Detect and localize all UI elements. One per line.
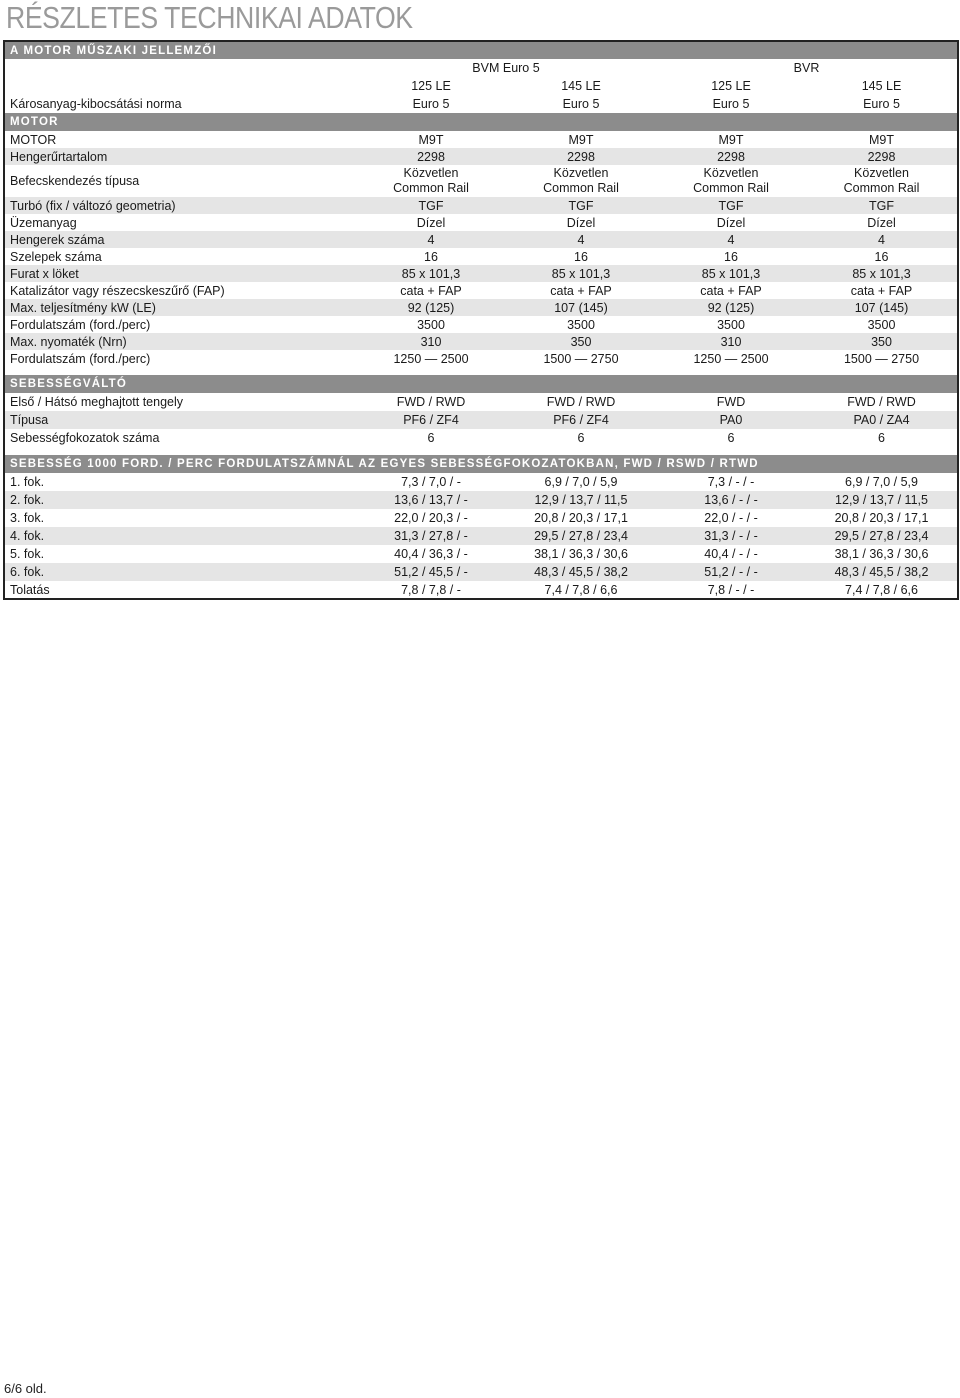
row-label: Üzemanyag [10, 215, 77, 230]
row-value: TGF [356, 197, 506, 214]
row-value: 2298 [356, 148, 506, 165]
column-header: 125 LE [711, 79, 751, 93]
row-label: Károsanyag-kibocsátási norma [10, 97, 182, 111]
section-motor [4, 113, 958, 131]
row-value: 16 [874, 249, 889, 264]
row-value: cata + FAP [550, 283, 612, 298]
row-value: Dízel [867, 215, 896, 230]
spacer-cell [4, 447, 958, 455]
row-value: 3500 [717, 317, 745, 332]
table-row [4, 214, 958, 231]
row-value: M9T [568, 132, 594, 147]
table-row [4, 411, 958, 429]
table-row [4, 473, 958, 491]
row-value: 40,4 / - / - [704, 547, 758, 561]
table-row [4, 545, 958, 563]
row-value: FWD / RWD [396, 395, 466, 409]
row-value: 85 x 101,3 [506, 265, 656, 282]
row-value: PA0 [656, 411, 806, 429]
row-value: 51,2 / - / - [656, 563, 806, 581]
row-value: 92 (125) [356, 299, 506, 316]
column-header: 145 LE [561, 79, 601, 93]
section-motor-features [4, 41, 958, 59]
value-line-1: Közvetlen [854, 166, 909, 180]
section-heading: A MOTOR MŰSZAKI JELLEMZŐI [4, 41, 958, 59]
value-line-2: Common Rail [543, 181, 619, 195]
spacer-row [4, 367, 958, 375]
column-header-row [4, 77, 958, 95]
section-gearbox [4, 375, 958, 393]
group-header-row [4, 59, 958, 77]
row-value: TGF [656, 197, 806, 214]
value-line-1: Közvetlen [703, 166, 759, 180]
row-value: M9T [418, 132, 444, 147]
table-row [4, 95, 958, 113]
spacer-cell [4, 367, 958, 375]
page-number: 6/6 old. [4, 1381, 47, 1396]
row-value: Dízel [566, 215, 596, 230]
row-value: 92 (125) [656, 299, 806, 316]
row-label: 3. fok. [10, 511, 45, 525]
row-value: TGF [506, 197, 656, 214]
row-value: 22,0 / - / - [704, 511, 758, 525]
row-value: M9T [869, 132, 894, 147]
row-label: Max. teljesítmény kW (LE) [4, 299, 356, 316]
row-value: 350 [506, 333, 656, 350]
row-value: 51,2 / 45,5 / - [356, 563, 506, 581]
row-value: 22,0 / 20,3 / - [394, 511, 468, 525]
table-row [4, 429, 958, 447]
row-value: 12,9 / 13,7 / 11,5 [506, 491, 656, 509]
row-value: 31,3 / - / - [656, 527, 806, 545]
table-row [4, 165, 958, 197]
section-heading: SEBESSÉG 1000 FORD. / PERC FORDULATSZÁMNÁL AZ EGYES SEBESSÉGFOKOZATOKBAN, FWD / RSWD / RTWD [4, 455, 958, 473]
table-row [4, 316, 958, 333]
table-row [4, 299, 958, 316]
row-value: 6 [878, 431, 885, 445]
row-value: 7,8 / - / - [707, 582, 755, 597]
row-label: Fordulatszám (ford./perc) [10, 317, 151, 332]
row-value: 16 [724, 249, 738, 264]
row-label: Furat x löket [4, 265, 356, 282]
row-value: PA0 / ZA4 [806, 411, 958, 429]
empty-cell [4, 77, 356, 95]
row-value: 7,3 / - / - [707, 475, 755, 489]
row-value: 6,9 / 7,0 / 5,9 [845, 475, 918, 489]
row-value: 3500 [567, 317, 595, 332]
row-value: 2298 [506, 148, 656, 165]
row-value: 38,1 / 36,3 / 30,6 [834, 547, 929, 561]
row-value: 48,3 / 45,5 / 38,2 [506, 563, 656, 581]
row-value: cata + FAP [850, 283, 913, 298]
table-row [4, 197, 958, 214]
row-value: 1250 — 2500 [393, 351, 469, 366]
row-value: 2298 [806, 148, 958, 165]
row-value: FWD / RWD [546, 395, 616, 409]
row-value: 13,6 / - / - [656, 491, 806, 509]
row-label: Sebességfokozatok száma [10, 431, 160, 445]
row-value [806, 165, 958, 197]
spec-table [3, 40, 959, 600]
row-label: Szelepek száma [10, 249, 102, 264]
row-value: 6 [427, 431, 435, 445]
table-row [4, 265, 958, 282]
column-header: 145 LE [861, 79, 902, 93]
table-row [4, 393, 958, 411]
row-value: 6 [577, 431, 585, 445]
row-label: Típusa [4, 411, 356, 429]
table-row [4, 350, 958, 367]
row-value: Euro 5 [863, 97, 900, 111]
row-value: Euro 5 [412, 97, 450, 111]
row-value: 31,3 / 27,8 / - [356, 527, 506, 545]
row-value: Dízel [716, 215, 746, 230]
row-value: 48,3 / 45,5 / 38,2 [806, 563, 958, 581]
row-value [656, 165, 806, 197]
table-row [4, 563, 958, 581]
table-row [4, 248, 958, 265]
row-value: 4 [506, 231, 656, 248]
row-label: MOTOR [10, 132, 57, 147]
row-value: 85 x 101,3 [806, 265, 958, 282]
table-row [4, 491, 958, 509]
row-value [506, 165, 656, 197]
table-row [4, 231, 958, 248]
table-row [4, 581, 958, 599]
row-value: 107 (145) [806, 299, 958, 316]
row-label: 5. fok. [10, 547, 45, 561]
row-value: 6,9 / 7,0 / 5,9 [544, 475, 618, 489]
row-value: 16 [574, 249, 588, 264]
row-value: Dízel [416, 215, 446, 230]
row-value [356, 165, 506, 197]
section-heading: MOTOR [4, 113, 958, 131]
row-label: Hengerek száma [4, 231, 356, 248]
row-value: 4 [356, 231, 506, 248]
row-label: 1. fok. [10, 475, 45, 489]
table-row [4, 333, 958, 350]
row-label: Első / Hátsó meghajtott tengely [10, 395, 184, 409]
row-value: 3500 [417, 317, 445, 332]
row-value: 350 [806, 333, 958, 350]
group-bvm: BVM Euro 5 [472, 61, 540, 75]
column-header: 125 LE [411, 79, 451, 93]
row-value: 29,5 / 27,8 / 23,4 [506, 527, 656, 545]
row-value: 20,8 / 20,3 / 17,1 [834, 511, 929, 525]
row-value: 20,8 / 20,3 / 17,1 [534, 511, 628, 525]
row-value: 38,1 / 36,3 / 30,6 [534, 547, 628, 561]
row-value: 4 [656, 231, 806, 248]
row-value: cata + FAP [400, 283, 462, 298]
page-title: RÉSZLETES TECHNIKAI ADATOK [6, 0, 413, 35]
row-value: TGF [806, 197, 958, 214]
value-line-2: Common Rail [693, 181, 769, 195]
spacer-row [4, 447, 958, 455]
row-value: 4 [806, 231, 958, 248]
row-value: 3500 [867, 317, 896, 332]
row-value: 12,9 / 13,7 / 11,5 [806, 491, 958, 509]
row-value: FWD [716, 395, 746, 409]
group-bvr: BVR [793, 61, 820, 75]
value-line-2: Common Rail [843, 181, 920, 195]
table-row [4, 509, 958, 527]
row-label: 4. fok. [4, 527, 356, 545]
row-value: 29,5 / 27,8 / 23,4 [806, 527, 958, 545]
row-value: 6 [727, 431, 735, 445]
empty-cell [4, 59, 356, 77]
row-label: Befecskendezés típusa [10, 173, 140, 188]
row-label: Tolatás [10, 582, 50, 597]
row-value: 7,4 / 7,8 / 6,6 [845, 582, 918, 597]
row-label: Katalizátor vagy részecskeszűrő (FAP) [10, 283, 225, 298]
table-row [4, 131, 958, 148]
row-value: 2298 [656, 148, 806, 165]
row-value: 310 [656, 333, 806, 350]
row-value: 40,4 / 36,3 / - [394, 547, 468, 561]
row-value: Euro 5 [562, 97, 600, 111]
row-value: FWD / RWD [847, 395, 916, 409]
value-line-1: Közvetlen [553, 166, 609, 180]
section-speed [4, 455, 958, 473]
row-value: PF6 / ZF4 [356, 411, 506, 429]
row-label: Hengerűrtartalom [4, 148, 356, 165]
row-label: 2. fok. [4, 491, 356, 509]
row-value: 13,6 / 13,7 / - [356, 491, 506, 509]
row-label: Fordulatszám (ford./perc) [10, 351, 151, 366]
row-value: 85 x 101,3 [656, 265, 806, 282]
row-value: PF6 / ZF4 [506, 411, 656, 429]
row-value: 1250 — 2500 [693, 351, 769, 366]
row-label: 6. fok. [4, 563, 356, 581]
row-label: Max. nyomaték (Nrn) [4, 333, 356, 350]
row-value: 310 [356, 333, 506, 350]
row-label: Turbó (fix / változó geometria) [4, 197, 356, 214]
row-value: 1500 — 2750 [543, 351, 619, 366]
section-heading: SEBESSÉGVÁLTÓ [4, 375, 958, 393]
row-value: 16 [424, 249, 438, 264]
row-value: M9T [718, 132, 744, 147]
row-value: 107 (145) [506, 299, 656, 316]
row-value: 7,3 / 7,0 / - [401, 475, 461, 489]
value-line-1: Közvetlen [403, 166, 459, 180]
row-value: 7,8 / 7,8 / - [401, 582, 461, 597]
row-value: Euro 5 [712, 97, 750, 111]
table-row [4, 148, 958, 165]
row-value: 1500 — 2750 [843, 351, 920, 366]
row-value: 85 x 101,3 [356, 265, 506, 282]
value-line-2: Common Rail [393, 181, 469, 195]
row-value: 7,4 / 7,8 / 6,6 [544, 582, 618, 597]
table-row [4, 282, 958, 299]
row-value: cata + FAP [700, 283, 762, 298]
table-row [4, 527, 958, 545]
